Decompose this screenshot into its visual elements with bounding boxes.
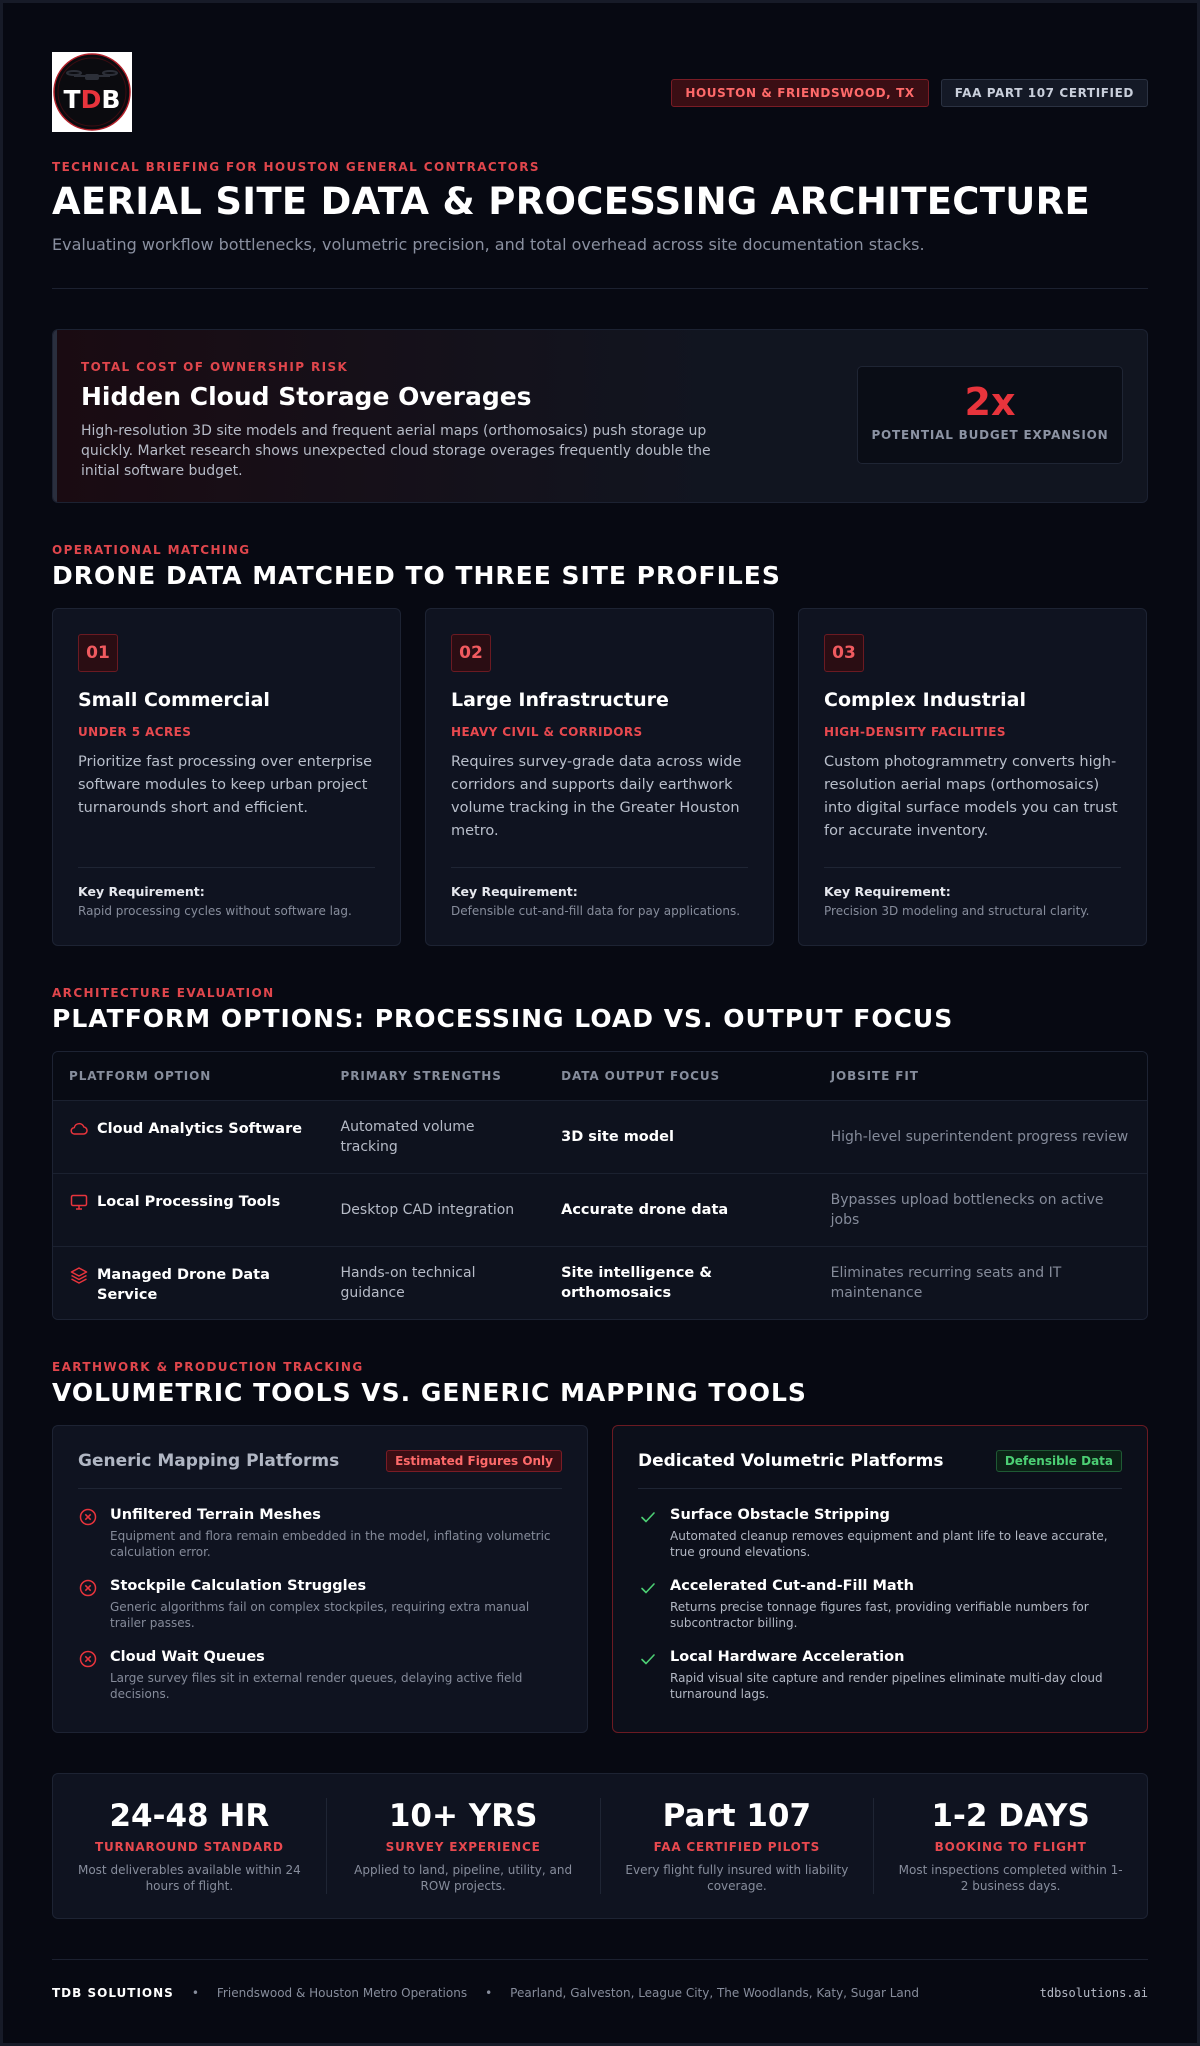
requirement-text: Rapid processing cycles without software lag. — [78, 904, 352, 918]
list-item-title: Stockpile Calculation Struggles — [110, 1578, 367, 1594]
profile-text: Custom photogrammetry converts high-resolution aerial maps (orthomosaics) into digital surface models you can trust for accurate inventory. — [824, 754, 1118, 839]
stats-bar — [52, 1773, 1148, 1919]
focus-cell — [545, 1101, 815, 1173]
stat-text: Applied to land, pipeline, utility, and ROW projects. — [354, 1863, 573, 1893]
profile-title: Complex Industrial — [824, 689, 1026, 711]
strength-cell — [325, 1101, 546, 1173]
column-header: PRIMARY STRENGTHS — [340, 1069, 502, 1083]
profile-requirement — [451, 867, 748, 918]
list-item-title: Unfiltered Terrain Meshes — [110, 1507, 321, 1523]
option-name: Local Processing Tools — [97, 1194, 281, 1210]
tco-text: High-resolution 3D site models and frequent aerial maps (orthomosaics) push storage up quickly. Market research shows unexpected cloud storage overages frequently double the initial software budget. — [81, 423, 711, 479]
list-item-text: Generic algorithms fail on complex stockpiles, requiring extra manual trailer passes. — [110, 1600, 530, 1630]
profile-title: Small Commercial — [78, 689, 270, 711]
platform-table — [52, 1051, 1148, 1320]
option-name: Cloud Analytics Software — [97, 1121, 303, 1137]
list-item-text: Large survey files sit in external render queues, delaying active field decisions. — [110, 1671, 523, 1701]
tdb-logo — [52, 52, 132, 132]
page-title: AERIAL SITE DATA & PROCESSING ARCHITECTURE — [52, 180, 1091, 223]
profile-tag: HIGH-DENSITY FACILITIES — [824, 725, 1006, 739]
stat-label: SURVEY EXPERIENCE — [385, 1840, 541, 1854]
list-item-body — [110, 1578, 562, 1631]
list-item-body — [670, 1649, 1122, 1702]
footer-separator: • — [485, 1986, 493, 2000]
requirement-text: Defensible cut-and-fill data for pay applications. — [451, 904, 741, 918]
strength-text: Hands-on technical guidance — [340, 1265, 476, 1301]
list-item-title: Local Hardware Acceleration — [670, 1649, 905, 1665]
tco-title: Hidden Cloud Storage Overages — [81, 382, 532, 411]
stat-certification — [600, 1798, 874, 1894]
fit-text: High-level superintendent progress review — [830, 1129, 1129, 1145]
header-divider — [52, 288, 1148, 289]
tco-risk-card — [52, 329, 1148, 503]
website-link[interactable]: tdbsolutions.ai — [1039, 1986, 1148, 2000]
page-subtitle: Evaluating workflow bottlenecks, volumetric precision, and total overhead across site documentation stacks. — [52, 235, 925, 254]
option-wrap — [69, 1192, 280, 1212]
option-cell — [53, 1101, 325, 1173]
list-item-title: Surface Obstacle Stripping — [670, 1507, 890, 1523]
requirement-text: Precision 3D modeling and structural clarity. — [824, 904, 1090, 918]
option-wrap — [69, 1119, 302, 1139]
header-row — [52, 52, 1148, 132]
list-item — [638, 1507, 1122, 1560]
profiles-eyebrow: OPERATIONAL MATCHING — [52, 543, 251, 557]
estimated-figures-pill: Estimated Figures Only — [386, 1450, 562, 1472]
stat-value: 24-48 HR — [109, 1798, 270, 1834]
monitor-icon — [69, 1192, 89, 1212]
stat-turnaround — [53, 1798, 326, 1894]
fit-cell — [815, 1101, 1147, 1173]
requirement-label: Key Requirement: — [451, 884, 578, 899]
volumetric-eyebrow: EARTHWORK & PRODUCTION TRACKING — [52, 1360, 364, 1374]
list-item — [78, 1578, 562, 1631]
tco-content — [81, 360, 721, 481]
list-item — [638, 1649, 1122, 1702]
strength-cell — [325, 1247, 546, 1319]
profiles-title: DRONE DATA MATCHED TO THREE SITE PROFILES — [52, 561, 781, 590]
defensible-data-pill: Defensible Data — [996, 1450, 1122, 1472]
certification-badge: FAA PART 107 CERTIFIED — [941, 79, 1148, 107]
list-item-title: Accelerated Cut-and-Fill Math — [670, 1578, 914, 1594]
list-item-text: Automated cleanup removes equipment and plant life to leave accurate, true ground elevations. — [670, 1529, 1108, 1559]
stat-value: 10+ YRS — [388, 1798, 538, 1834]
stat-label: BOOKING TO FLIGHT — [934, 1840, 1087, 1854]
list-item — [78, 1649, 562, 1702]
x-circle-icon — [78, 1649, 98, 1669]
checkmark-icon — [638, 1649, 658, 1669]
table-header-row — [53, 1052, 1147, 1100]
svg-text:TDB: TDB — [63, 85, 121, 114]
profile-card-large-infrastructure — [425, 608, 774, 946]
profile-text: Requires survey-grade data across wide corridors and supports daily earthwork volume tracking in the Greater Houston metro. — [451, 754, 742, 839]
header-badges — [671, 79, 1148, 107]
list-item — [638, 1578, 1122, 1631]
stat-value: Part 107 — [662, 1798, 812, 1834]
strength-text: Automated volume tracking — [340, 1119, 475, 1155]
list-item-text: Rapid visual site capture and render pipelines eliminate multi-day cloud turnaround lags. — [670, 1671, 1103, 1701]
list-item-body — [110, 1507, 562, 1560]
focus-cell — [545, 1247, 815, 1319]
column-header: DATA OUTPUT FOCUS — [561, 1069, 721, 1083]
profile-tag: HEAVY CIVIL & CORRIDORS — [451, 725, 643, 739]
list-item-body — [670, 1507, 1122, 1560]
dedicated-card-header — [638, 1450, 1122, 1489]
x-circle-icon — [78, 1578, 98, 1598]
focus-text: Site intelligence & orthomosaics — [561, 1265, 712, 1301]
stat-experience — [326, 1798, 600, 1894]
list-item-title: Cloud Wait Queues — [110, 1649, 265, 1665]
column-header: JOBSITE FIT — [830, 1069, 919, 1083]
fit-cell — [815, 1247, 1147, 1319]
platforms-eyebrow: ARCHITECTURE EVALUATION — [52, 986, 275, 1000]
list-item-body — [110, 1649, 562, 1702]
list-item-text: Equipment and flora remain embedded in the model, inflating volumetric calculation error. — [110, 1529, 551, 1559]
list-item — [78, 1507, 562, 1560]
requirement-label: Key Requirement: — [78, 884, 205, 899]
dedicated-card-title: Dedicated Volumetric Platforms — [638, 1451, 944, 1471]
layers-icon — [69, 1265, 89, 1285]
tco-stat-label: POTENTIAL BUDGET EXPANSION — [871, 428, 1109, 442]
header-eyebrow: TECHNICAL BRIEFING FOR HOUSTON GENERAL CONTRACTORS — [52, 160, 540, 174]
footer — [52, 1959, 1148, 2019]
focus-text: 3D site model — [561, 1129, 674, 1145]
profile-cards — [52, 608, 1148, 946]
generic-card-header — [78, 1450, 562, 1489]
stat-label: FAA CERTIFIED PILOTS — [653, 1840, 821, 1854]
focus-text: Accurate drone data — [561, 1202, 729, 1218]
checkmark-icon — [638, 1578, 658, 1598]
option-cell — [53, 1174, 325, 1246]
tco-eyebrow: TOTAL COST OF OWNERSHIP RISK — [81, 360, 349, 374]
stat-value: 1-2 DAYS — [931, 1798, 1090, 1834]
stat-text: Most inspections completed within 1-2 business days. — [898, 1863, 1123, 1893]
volumetric-comparison — [52, 1425, 1148, 1733]
footer-operations: Friendswood & Houston Metro Operations — [216, 1986, 468, 2000]
profile-tag: UNDER 5 ACRES — [78, 725, 192, 739]
tco-stat-value: 2x — [964, 380, 1016, 424]
stat-booking — [873, 1798, 1147, 1894]
strength-cell — [325, 1174, 546, 1246]
briefing-page — [52, 52, 1148, 2019]
table-row — [53, 1246, 1147, 1319]
strength-text: Desktop CAD integration — [340, 1202, 515, 1218]
generic-card-title: Generic Mapping Platforms — [78, 1451, 340, 1471]
volumetric-title: VOLUMETRIC TOOLS VS. GENERIC MAPPING TOOLS — [52, 1378, 807, 1407]
table-row — [53, 1173, 1147, 1246]
stat-text: Every flight fully insured with liability coverage. — [625, 1863, 849, 1893]
fit-text: Bypasses upload bottlenecks on active jobs — [830, 1192, 1104, 1228]
profile-card-complex-industrial — [798, 608, 1147, 946]
x-circle-icon — [78, 1507, 98, 1527]
list-item-text: Returns precise tonnage figures fast, providing verifiable numbers for subcontractor billing. — [670, 1600, 1089, 1630]
generic-mapping-card — [52, 1425, 588, 1733]
profile-number: 03 — [824, 634, 864, 672]
fit-text: Eliminates recurring seats and IT maintenance — [830, 1265, 1062, 1301]
profile-number: 02 — [451, 634, 491, 672]
table-row — [53, 1100, 1147, 1173]
dedicated-volumetric-card — [612, 1425, 1148, 1733]
profile-requirement — [78, 867, 375, 918]
requirement-label: Key Requirement: — [824, 884, 951, 899]
list-item-body — [670, 1578, 1122, 1631]
stat-text: Most deliverables available within 24 hours of flight. — [77, 1863, 301, 1893]
profile-requirement — [824, 867, 1121, 918]
footer-service-areas: Pearland, Galveston, League City, The Woodlands, Katy, Sugar Land — [510, 1986, 920, 2000]
profiles-section — [52, 543, 1148, 946]
focus-cell — [545, 1174, 815, 1246]
footer-separator: • — [191, 1986, 199, 2000]
column-header: PLATFORM OPTION — [69, 1069, 212, 1083]
footer-brand: TDB SOLUTIONS — [52, 1986, 174, 2000]
platforms-section — [52, 986, 1148, 1320]
option-name: Managed Drone Data Service — [97, 1267, 270, 1303]
profile-number: 01 — [78, 634, 118, 672]
profile-text: Prioritize fast processing over enterprise software modules to keep urban project turnarounds short and efficient. — [78, 754, 373, 816]
platforms-title: PLATFORM OPTIONS: PROCESSING LOAD VS. OUTPUT FOCUS — [52, 1004, 954, 1033]
tco-stat-box — [857, 366, 1123, 464]
stat-label: TURNAROUND STANDARD — [95, 1840, 284, 1854]
checkmark-icon — [638, 1507, 658, 1527]
cloud-icon — [69, 1119, 89, 1139]
option-cell — [53, 1247, 325, 1319]
volumetric-section — [52, 1360, 1148, 1733]
option-wrap — [69, 1265, 309, 1305]
profile-title: Large Infrastructure — [451, 689, 669, 711]
location-badge: HOUSTON & FRIENDSWOOD, TX — [671, 79, 928, 107]
profile-card-small-commercial — [52, 608, 401, 946]
fit-cell — [815, 1174, 1147, 1246]
